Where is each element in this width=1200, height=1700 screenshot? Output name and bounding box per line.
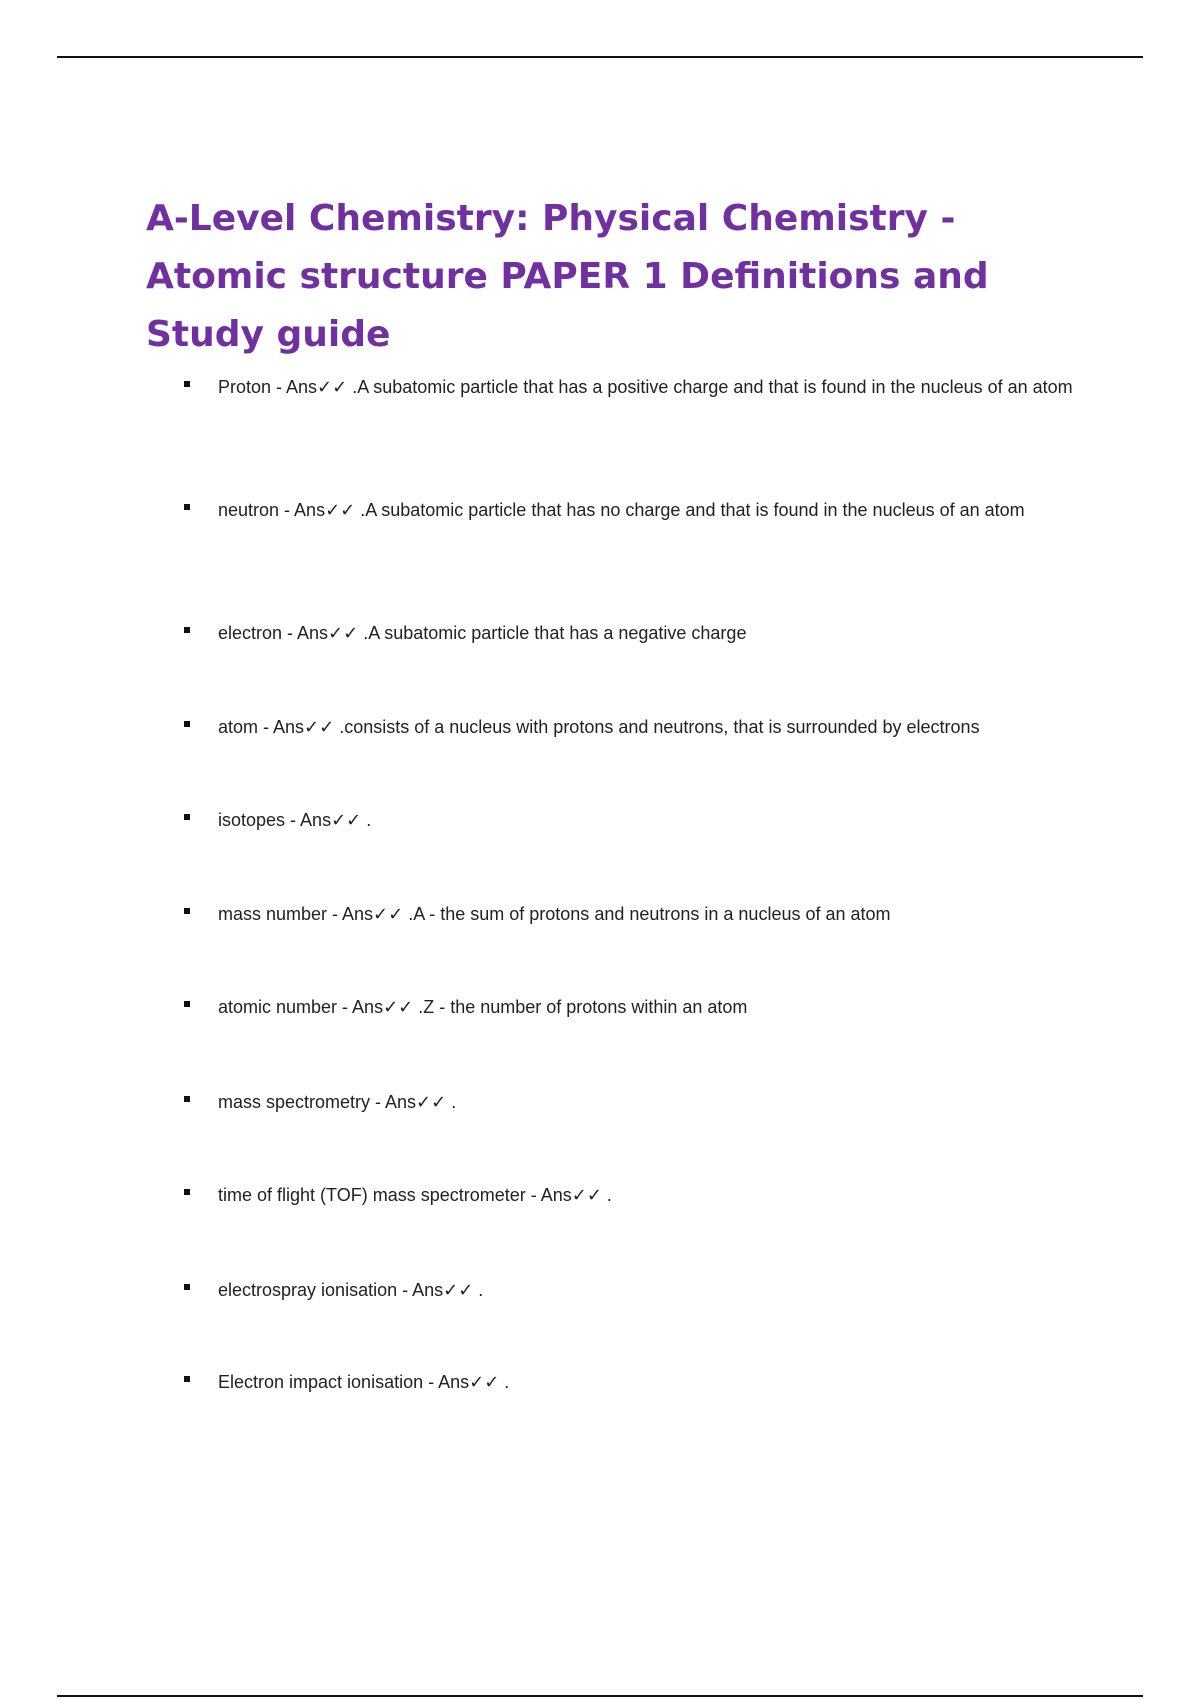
bullet-icon — [184, 504, 190, 510]
definition-text: Electron impact ionisation - Ans✓✓ . — [218, 1372, 510, 1392]
bottom-rule — [57, 1695, 1143, 1697]
definition-text: mass number - Ans✓✓ .A - the sum of protons and neutrons in a nucleus of an atom — [218, 904, 891, 924]
bullet-icon — [184, 908, 190, 914]
top-rule — [57, 56, 1143, 58]
definition-text: time of flight (TOF) mass spectrometer - Ans✓✓ . — [218, 1185, 612, 1205]
definition-text: electrospray ionisation - Ans✓✓ . — [218, 1280, 484, 1300]
bullet-icon — [184, 1376, 190, 1382]
bullet-icon — [184, 814, 190, 820]
page-title: A-Level Chemistry: Physical Chemistry - Atomic structure PAPER 1 Definitions and Study guide — [146, 198, 989, 355]
bullet-icon — [184, 1284, 190, 1290]
bullet-icon — [184, 1189, 190, 1195]
bullet-icon — [184, 1096, 190, 1102]
bullet-icon — [184, 381, 190, 387]
definition-text: Proton - Ans✓✓ .A subatomic particle that has a positive charge and that is found in the nucleus of an atom — [218, 377, 1073, 397]
definition-text: electron - Ans✓✓ .A subatomic particle that has a negative charge — [218, 623, 747, 643]
definition-text: isotopes - Ans✓✓ . — [218, 810, 372, 830]
bullet-icon — [184, 1001, 190, 1007]
bullet-icon — [184, 627, 190, 633]
definition-text: atomic number - Ans✓✓ .Z - the number of protons within an atom — [218, 997, 748, 1017]
definition-text: neutron - Ans✓✓ .A subatomic particle that has no charge and that is found in the nucleus of an atom — [218, 500, 1025, 520]
bullet-icon — [184, 721, 190, 727]
definition-text: atom - Ans✓✓ .consists of a nucleus with protons and neutrons, that is surrounded by electrons — [218, 717, 980, 737]
definition-text: mass spectrometry - Ans✓✓ . — [218, 1092, 457, 1112]
